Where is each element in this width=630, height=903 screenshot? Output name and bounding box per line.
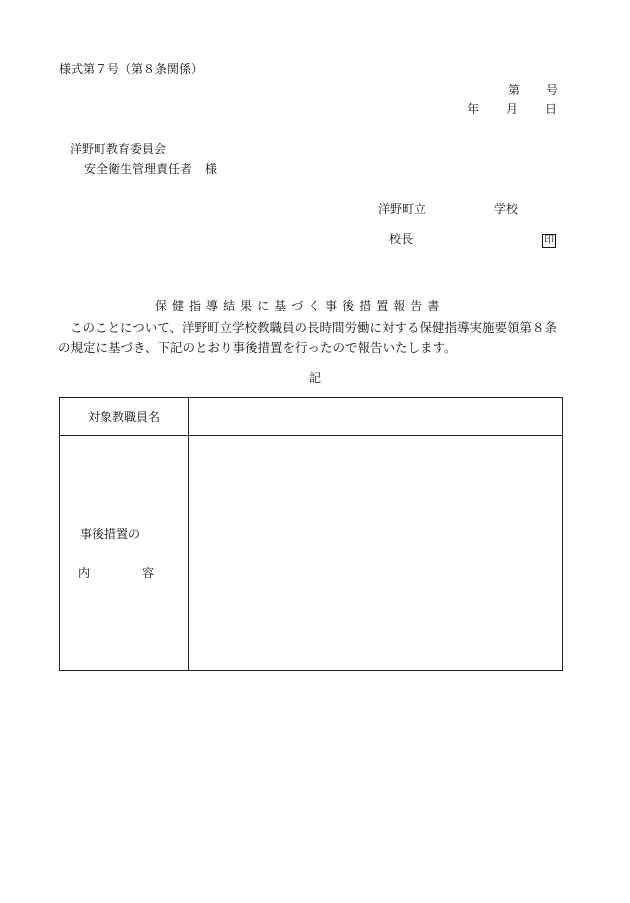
date-day: 日: [545, 102, 558, 116]
measures-value-field[interactable]: [189, 436, 563, 671]
body-line-1: このことについて、洋野町立学校教職員の長時間労働に対する保健指導実施要領第８条: [70, 320, 558, 335]
target-label: 対象教職員名: [60, 398, 189, 436]
document-title: [155, 300, 444, 312]
title-char: 事: [325, 299, 338, 313]
title-char: 書: [427, 299, 440, 313]
table-row-measures: [60, 436, 563, 671]
title-char: に: [257, 299, 270, 313]
title-char: 基: [274, 299, 287, 313]
doc-number-go: 号: [546, 83, 559, 97]
title-char: 後: [342, 299, 355, 313]
body-line-2: の規定に基づき、下記のとおり事後措置を行ったので報告いたします。: [58, 340, 457, 355]
title-char: 措: [359, 299, 372, 313]
date-month: 月: [506, 102, 519, 116]
sender-school-prefix: 洋野町立: [378, 202, 427, 216]
form-number: 様式第７号（第８条関係）: [59, 62, 204, 76]
seal-mark: [542, 233, 556, 248]
date-year: 年: [467, 102, 480, 116]
sender-principal: 校長: [389, 232, 414, 246]
record-table: [59, 397, 563, 671]
title-char: 告: [410, 299, 423, 313]
recipient-honorific: 様: [205, 162, 218, 176]
title-char: 指: [189, 299, 202, 313]
title-char: 報: [393, 299, 406, 313]
doc-number-dai: 第: [508, 83, 521, 97]
sender-school-suffix: 学校: [494, 202, 519, 216]
body-paragraph: [58, 318, 573, 358]
title-char: 健: [172, 299, 185, 313]
measures-label-you: 容: [141, 566, 154, 580]
title-char: 保: [155, 299, 168, 313]
recipient-person: [84, 163, 217, 175]
measures-label-nai: 内: [78, 566, 91, 580]
table-row-target: [60, 398, 563, 436]
title-char: 結: [223, 299, 236, 313]
title-char: 導: [206, 299, 219, 313]
title-char: く: [308, 299, 321, 313]
measures-label: [60, 436, 189, 671]
measures-label-line2: [78, 564, 154, 581]
sender-school: [378, 203, 518, 215]
measures-label-line1: 事後措置の: [80, 527, 141, 541]
seal-icon: 印: [544, 235, 554, 246]
target-value-field[interactable]: [189, 398, 563, 436]
date-line: [467, 103, 557, 115]
recipient-org: 洋野町教育委員会: [70, 142, 167, 156]
doc-number: [508, 84, 558, 96]
title-char: 置: [376, 299, 389, 313]
title-char: づ: [291, 299, 304, 313]
title-char: 果: [240, 299, 253, 313]
ki-heading: 記: [309, 371, 322, 385]
recipient-person-title: 安全衛生管理責任者: [84, 162, 193, 176]
